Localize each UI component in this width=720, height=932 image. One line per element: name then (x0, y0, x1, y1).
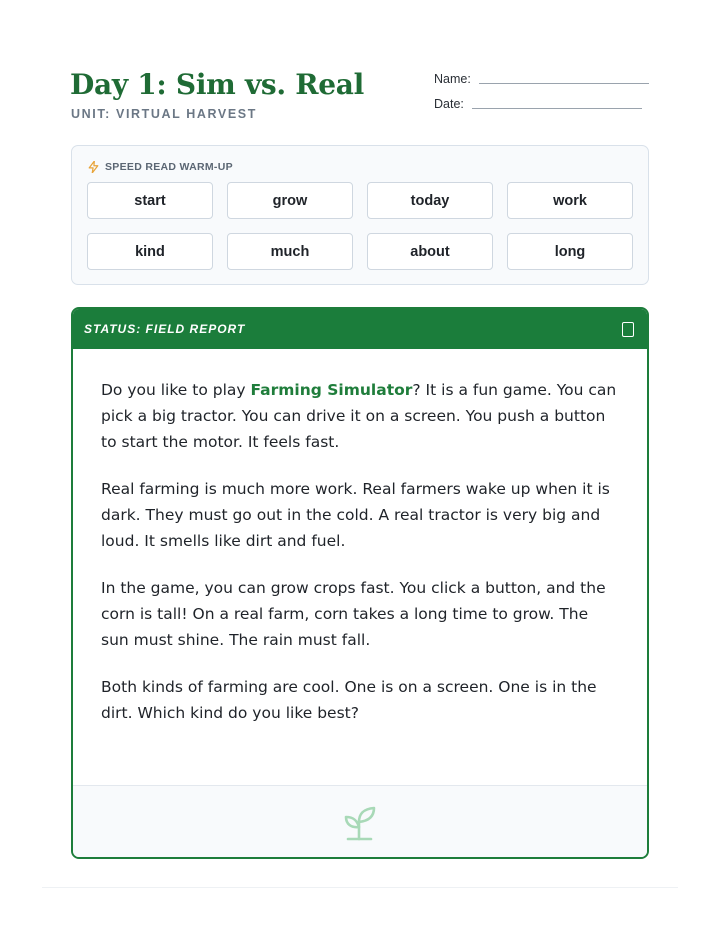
page-divider (42, 887, 678, 888)
card-header (73, 309, 647, 349)
card-footer (73, 785, 647, 857)
paragraph-4: Both kinds of farming are cool. One is on a screen. One is in the dirt. Which kind do you like best? (101, 678, 597, 722)
reading-passage (73, 349, 647, 726)
warmup-label: SPEED READ WARM-UP (105, 161, 233, 173)
word-card: long (507, 233, 633, 270)
word-card: start (87, 182, 213, 219)
word-card: kind (87, 233, 213, 270)
word-card: about (367, 233, 493, 270)
paragraph-1 (101, 377, 619, 455)
paragraph-2: Real farming is much more work. Real farmers wake up when it is dark. They must go out in the cold. A real tractor is very big and loud. It smells like dirt and fuel. (101, 480, 610, 550)
warmup-header (88, 161, 233, 173)
paragraph-1-end: ? It is a fun game. You can pick a big tractor. You can drive it on a screen. You push a button to start the motor. It feels fast. (101, 381, 617, 451)
unit-label: UNIT: VIRTUAL HARVEST (71, 107, 257, 121)
paragraph-3: In the game, you can grow crops fast. You click a button, and the corn is tall! On a real farm, corn takes a long time to grow. The sun must shine. The rain must fall. (101, 579, 606, 649)
name-label: Name: (434, 72, 471, 86)
word-card: today (367, 182, 493, 219)
name-line[interactable] (479, 83, 649, 84)
name-field[interactable] (434, 72, 649, 86)
field-report-card (71, 307, 649, 859)
speed-read-warmup (71, 145, 649, 285)
date-line[interactable] (472, 108, 642, 109)
date-label: Date: (434, 97, 464, 111)
game-name-highlight: Farming Simulator (250, 381, 413, 399)
checkbox-icon[interactable] (622, 322, 634, 337)
page-title: Day 1: Sim vs. Real (70, 68, 364, 101)
lightning-bolt-icon (88, 161, 99, 173)
word-card: work (507, 182, 633, 219)
paragraph-1-start: Do you like to play (101, 381, 251, 399)
word-grid (87, 182, 634, 270)
status-label: STATUS: FIELD REPORT (84, 322, 246, 336)
sprout-icon (343, 803, 377, 841)
word-card: grow (227, 182, 353, 219)
date-field[interactable] (434, 97, 642, 111)
word-card: much (227, 233, 353, 270)
